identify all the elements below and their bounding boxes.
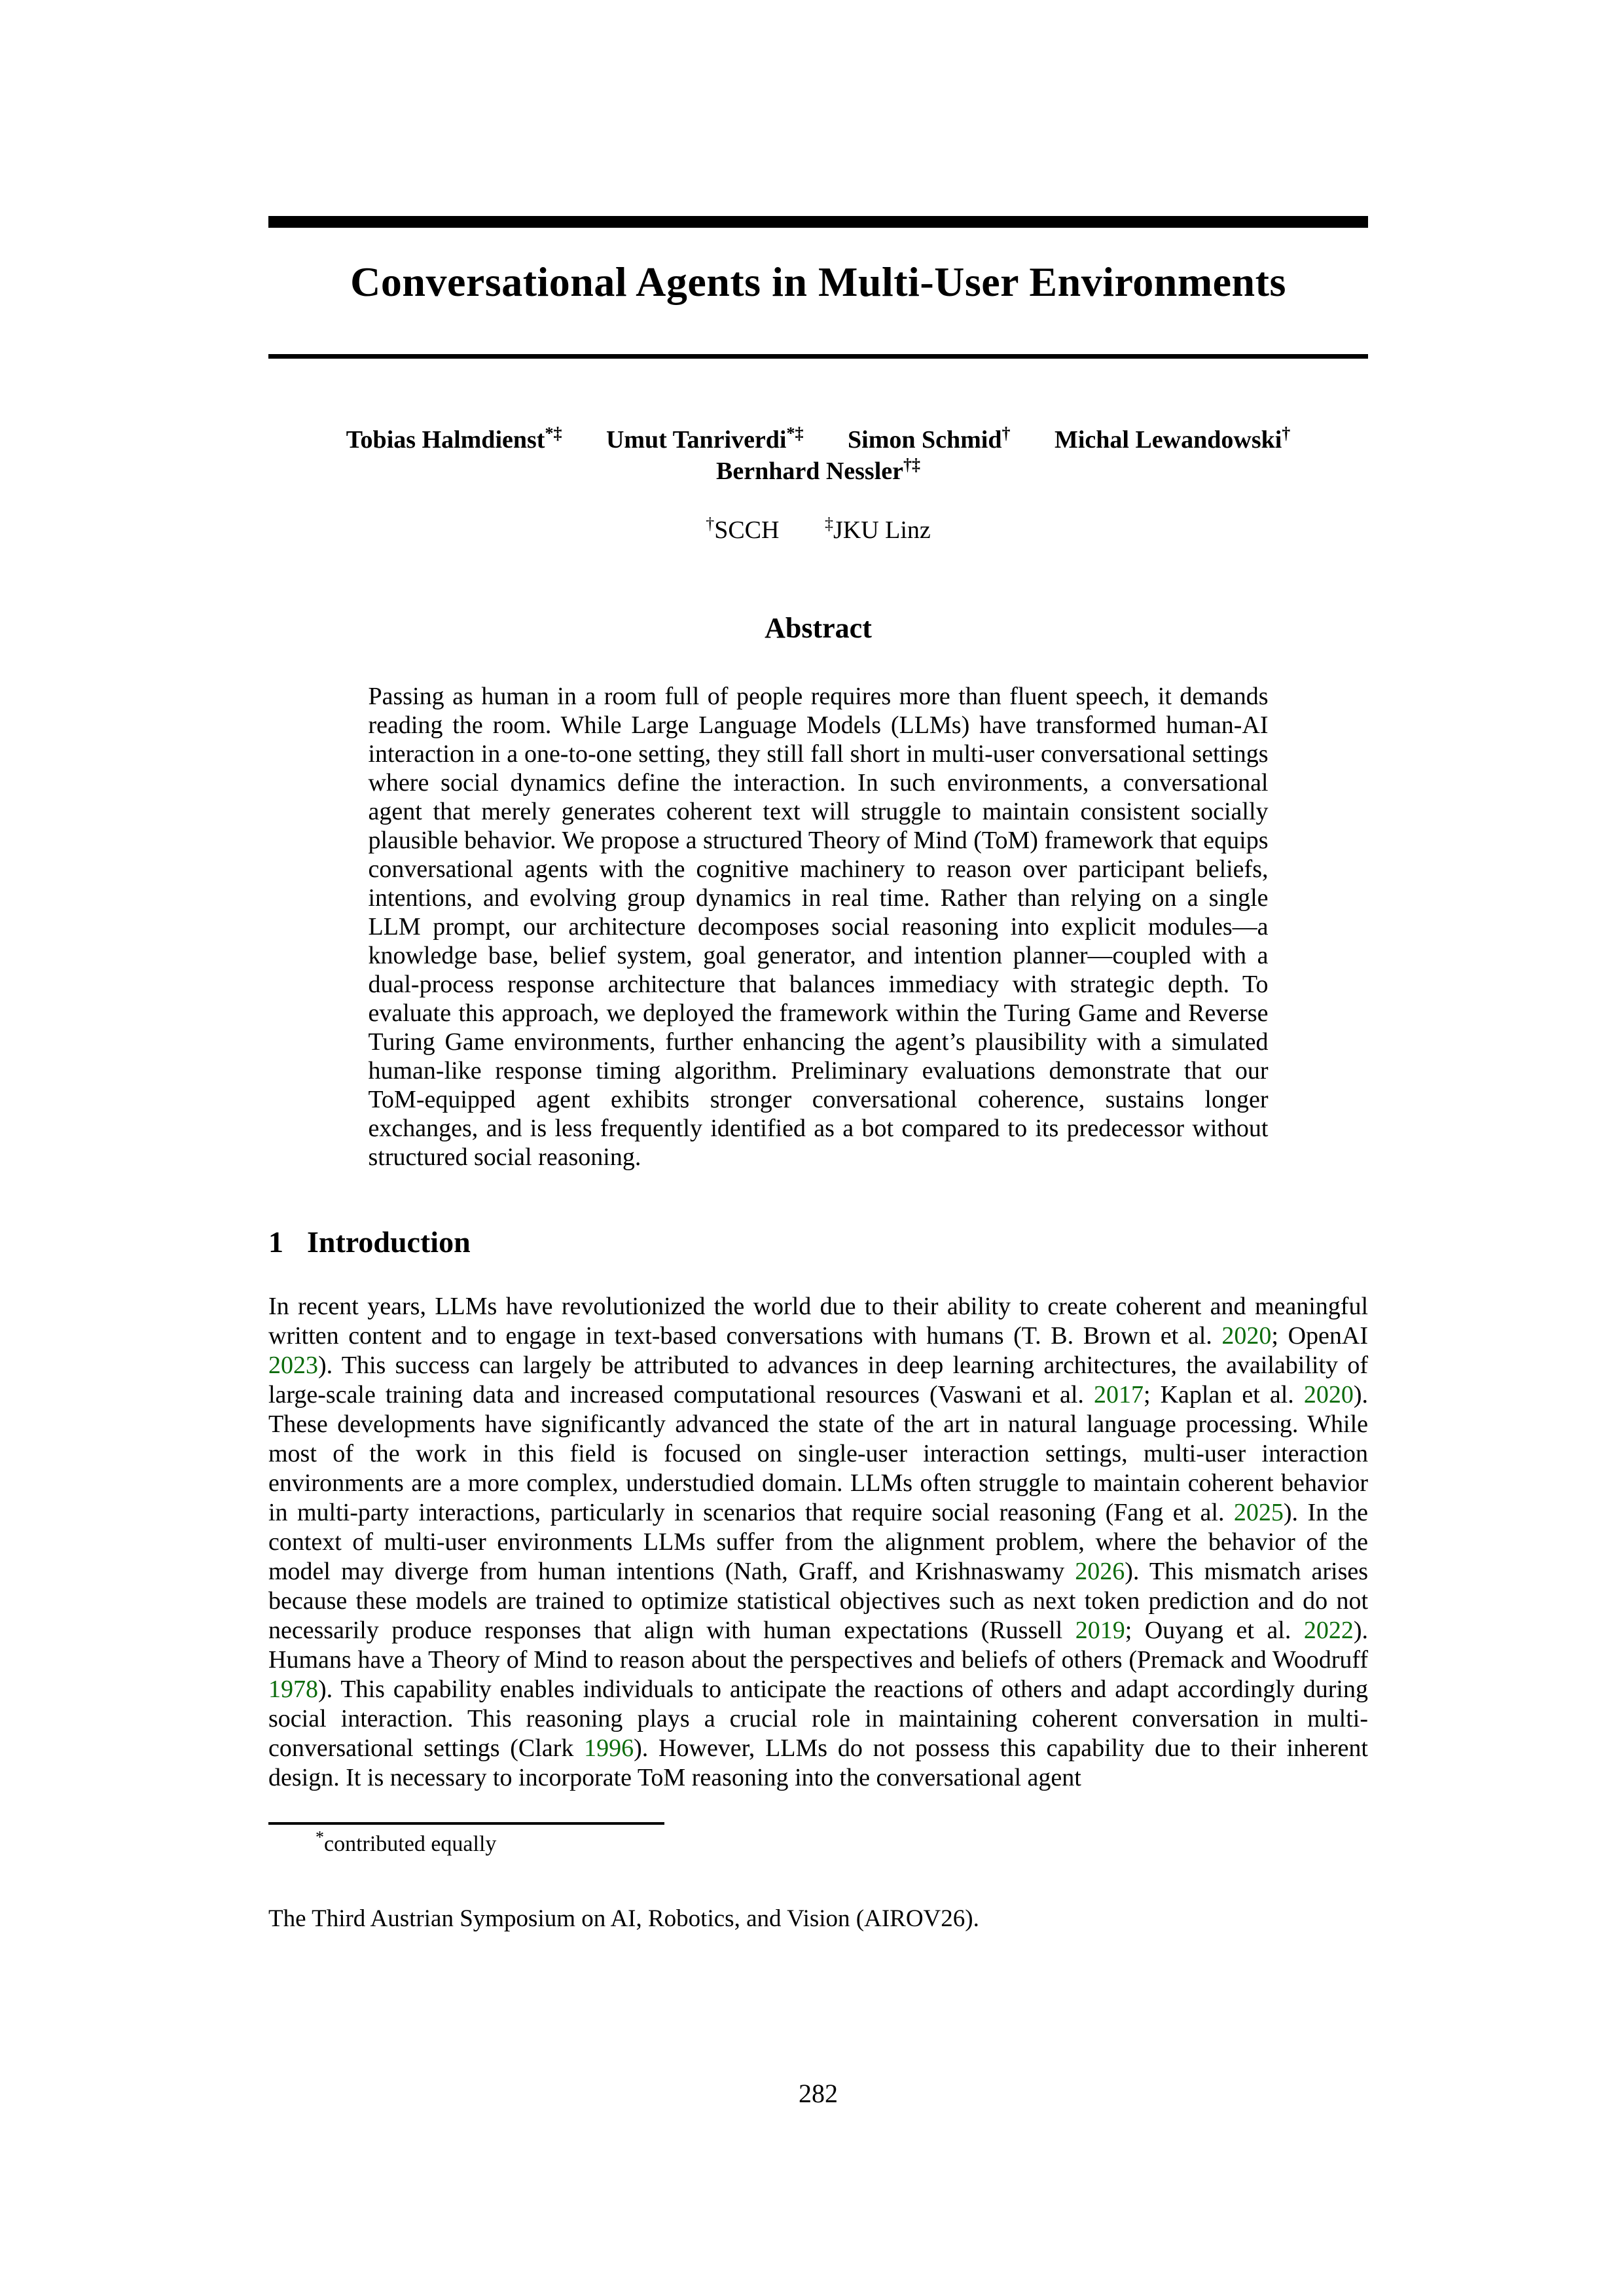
author-row-2 bbox=[268, 456, 1368, 487]
author-name: Umut Tanriverdi bbox=[605, 426, 787, 454]
footnote-rule bbox=[268, 1822, 664, 1825]
citation-year[interactable]: 2022 bbox=[1303, 1617, 1354, 1644]
title-rule-bottom bbox=[268, 354, 1368, 359]
author-name: Simon Schmid bbox=[848, 426, 1002, 454]
citation-year[interactable]: 2023 bbox=[268, 1352, 318, 1379]
author-name: Michal Lewandowski bbox=[1054, 426, 1282, 454]
author-row-1 bbox=[268, 424, 1368, 456]
author bbox=[1054, 423, 1291, 454]
author-marks: *‡ bbox=[545, 423, 562, 443]
affiliation bbox=[706, 516, 779, 544]
citation-year[interactable]: 2020 bbox=[1303, 1381, 1354, 1408]
citation-year[interactable]: 1996 bbox=[584, 1734, 634, 1762]
intro-paragraph: In recent years, LLMs have revolutionized the world due to their ability to create coherent and meaningful written content and to engage in text-based conversations with humans (T. B. Brown et al. 2020; OpenAI 2023). This success can largely be attributed to advances in deep learning architectures, the availability of large-scale training data and increased computational resources (Vaswani et al. 2017; Kaplan et al. 2020). These developments have significantly advanced the state of the art in natural language processing. While most of the work in this field is focused on single-user interaction settings, multi-user interaction environments are a more complex, understudied domain. LLMs often struggle to maintain coherent behavior in multi-party interactions, particularly in scenarios that require social reasoning (Fang et al. 2025). In the context of multi-user environments LLMs suffer from the alignment problem, where the behavior of the model may diverge from human intentions (Nath, Graff, and Krishnaswamy 2026). This mismatch arises because these models are trained to optimize statistical objectives such as next token prediction and do not necessarily produce responses that align with human expectations (Russell 2019; Ouyang et al. 2022). Humans have a Theory of Mind to reason about the perspectives and beliefs of others (Premack and Woodruff 1978). This capability enables individuals to anticipate the reactions of others and adapt accordingly during social interaction. This reasoning plays a crucial role in maintaining coherent conversation in multi-conversational settings (Clark 1996). However, LLMs do not possess this capability due to their inherent design. It is necessary to incorporate ToM reasoning into the conversational agent bbox=[268, 1293, 1369, 1791]
author bbox=[716, 457, 920, 485]
author-name: Tobias Halmdienst bbox=[346, 426, 545, 454]
affiliation bbox=[825, 516, 931, 544]
conference-note: The Third Austrian Symposium on AI, Robotics, and Vision (AIROV26). bbox=[268, 1905, 979, 1932]
author-marks: † bbox=[1282, 423, 1291, 443]
affiliation-block bbox=[268, 514, 1368, 546]
citation-year[interactable]: 2025 bbox=[1233, 1499, 1284, 1526]
citation-year[interactable]: 2017 bbox=[1093, 1381, 1144, 1408]
affiliation-name: SCCH bbox=[714, 516, 780, 544]
abstract-heading: Abstract bbox=[765, 612, 872, 644]
citation-year[interactable]: 2020 bbox=[1221, 1322, 1272, 1350]
paper-title: Conversational Agents in Multi-User Environments bbox=[350, 259, 1286, 305]
author bbox=[346, 423, 562, 454]
author-marks: †‡ bbox=[903, 455, 921, 475]
footnote-text: contributed equally bbox=[324, 1832, 497, 1856]
author-marks: † bbox=[1001, 423, 1011, 443]
page-number: 282 bbox=[799, 2079, 838, 2108]
section-title: Introduction bbox=[307, 1225, 471, 1259]
affiliation-marker: ‡ bbox=[824, 514, 833, 533]
author bbox=[605, 423, 804, 454]
citation-year[interactable]: 2019 bbox=[1075, 1617, 1125, 1644]
affiliation-marker: † bbox=[706, 514, 715, 533]
citation-year[interactable]: 1978 bbox=[268, 1676, 318, 1703]
author-name: Bernhard Nessler bbox=[715, 457, 904, 485]
section-number: 1 bbox=[268, 1225, 283, 1259]
author-marks: *‡ bbox=[786, 423, 804, 443]
affiliation-name: JKU Linz bbox=[833, 516, 931, 544]
title-rule-top bbox=[268, 216, 1368, 228]
section-heading-introduction bbox=[268, 1224, 1368, 1261]
author-block bbox=[268, 424, 1368, 487]
author bbox=[848, 423, 1011, 454]
footnote-marker: * bbox=[316, 1827, 324, 1847]
footnote bbox=[268, 1827, 1368, 1857]
citation-year[interactable]: 2026 bbox=[1075, 1558, 1125, 1585]
abstract-text: Passing as human in a room full of people requires more than fluent speech, it demands reading the room. While Large Language Models (LLMs) have transformed human-AI interaction in a one-to-one setting, they still fall short in multi-user conversational settings where social dynamics define the interaction. In such environments, a conversational agent that merely generates coherent text will struggle to maintain consistent socially plausible behavior. We propose a structured Theory of Mind (ToM) framework that equips conversational agents with the cognitive machinery to reason over participant beliefs, intentions, and evolving group dynamics in real time. Rather than relying on a single LLM prompt, our architecture decomposes social reasoning into explicit modules—a knowledge base, belief system, goal generator, and intention planner—coupled with a dual-process response architecture that balances immediacy with strategic depth. To evaluate this approach, we deployed the framework within the Turing Game and Reverse Turing Game environments, further enhancing the agent’s plausibility with a simulated human-like response timing algorithm. Preliminary evaluations demonstrate that our ToM-equipped agent exhibits stronger conversational coherence, sustains longer exchanges, and is less frequently identified as a bot compared to its predecessor without structured social reasoning. bbox=[368, 683, 1269, 1171]
